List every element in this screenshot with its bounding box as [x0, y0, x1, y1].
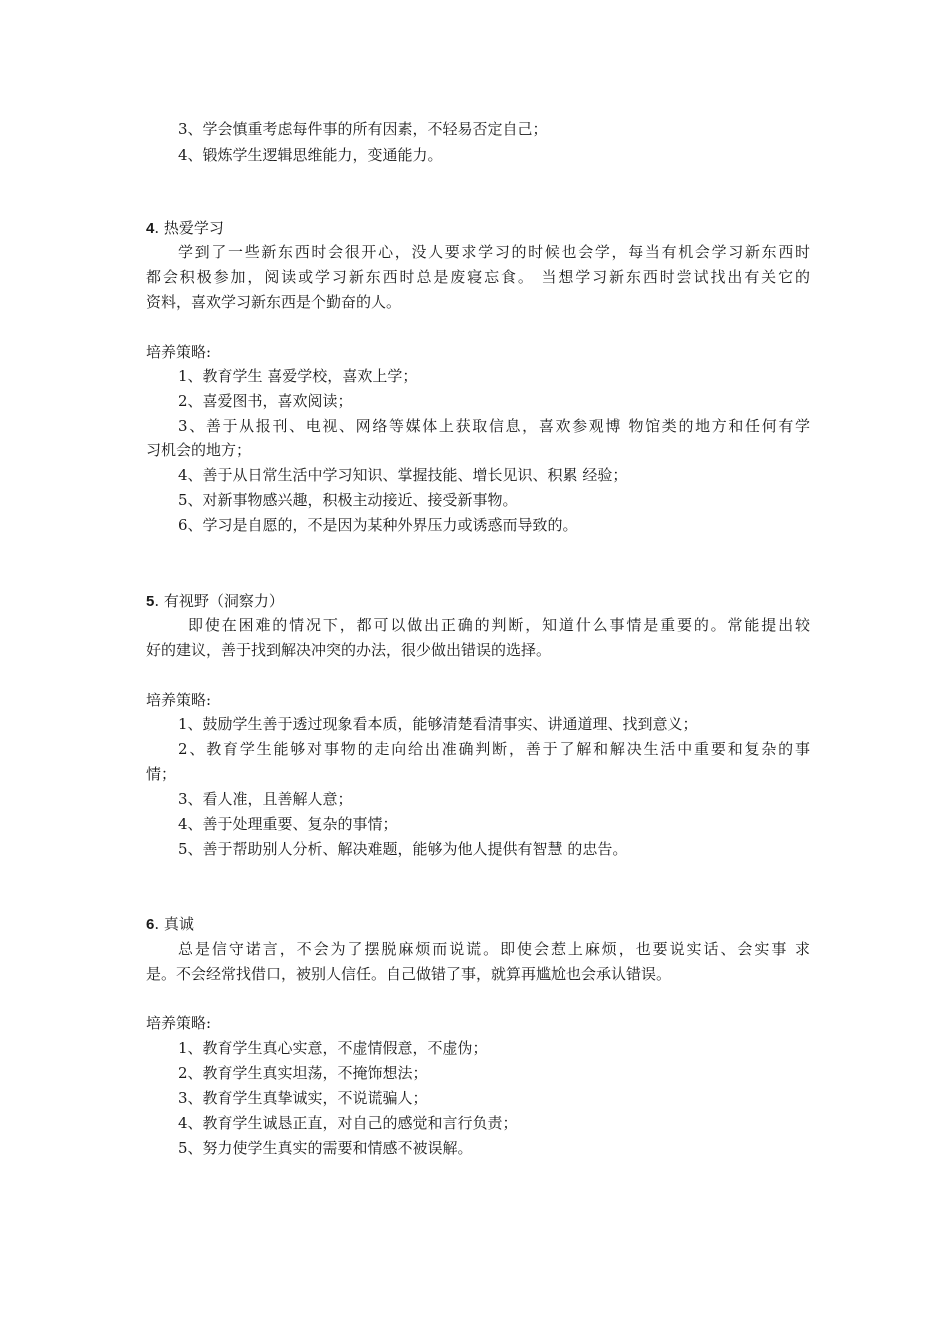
- section-description: 即使在困难的情况下，都可以做出正确的判断，知道什么事情是重要的。常能提出较: [188, 616, 810, 634]
- section-heading: [146, 216, 810, 241]
- list-item: 1、鼓励学生善于透过现象看本质，能够清楚看清事实、讲通道理、找到意义；: [178, 715, 698, 733]
- list-item: 4、善于从日常生活中学习知识、掌握技能、增长见识、积累 经验；: [178, 466, 628, 484]
- list-item: 4、善于处理重要、复杂的事情；: [178, 815, 398, 833]
- list-item: 3、教育学生真挚诚实，不说谎骗人；: [178, 1089, 428, 1107]
- section-description: 学到了一些新东西时会很开心，没人要求学习的时候也会学，每当有机会学习新东西时: [178, 243, 810, 261]
- section-title: . 热爱学习: [154, 219, 224, 237]
- list-item: 1、教育学生 喜爱学校，喜欢上学；: [178, 367, 418, 385]
- list-item: 习机会的地方；: [146, 441, 252, 459]
- list-item: 4、教育学生诚恳正直，对自己的感觉和言行负责；: [178, 1114, 518, 1132]
- section-description: 好的建议，善于找到解决冲突的办法，很少做出错误的选择。: [146, 641, 552, 659]
- list-item: 3、看人准，且善解人意；: [178, 790, 353, 808]
- section-description: 总是信守诺言，不会为了摆脱麻烦而说谎。即使会惹上麻烦，也要说实话、会实事 求: [178, 940, 810, 958]
- strategy-label: 培养策略:: [146, 1014, 212, 1032]
- list-item: 2、教育学生真实坦荡，不掩饰想法；: [178, 1064, 428, 1082]
- strategy-label: 培养策略:: [146, 691, 212, 709]
- list-item: 1、教育学生真心实意，不虚情假意，不虚伪；: [178, 1039, 488, 1057]
- list-item: 5、对新事物感兴趣，积极主动接近、接受新事物。: [178, 491, 518, 509]
- section-description: 是。不会经常找借口，被别人信任。自己做错了事，就算再尴尬也会承认错误。: [146, 965, 672, 983]
- list-item: 2、喜爱图书，喜欢阅读；: [178, 392, 353, 410]
- list-item: 5、努力使学生真实的需要和情感不被误解。: [178, 1139, 473, 1157]
- list-item: 5、善于帮助别人分析、解决难题，能够为他人提供有智慧 的忠告。: [178, 840, 628, 858]
- section-description: 都会积极参加，阅读或学习新东西时总是废寝忘食。 当想学习新东西时尝试找出有关它的: [146, 268, 810, 286]
- list-item: 3、善于从报刊、电视、网络等媒体上获取信息，喜欢参观博 物馆类的地方和任何有学: [178, 417, 810, 435]
- section-title: . 有视野（洞察力）: [154, 592, 284, 610]
- list-item: 2、教育学生能够对事物的走向给出准确判断，善于了解和解决生活中重要和复杂的事: [178, 740, 810, 758]
- section-number: 6: [146, 916, 155, 933]
- section-description: 资料，喜欢学习新东西是个勤奋的人。: [146, 293, 402, 311]
- list-item: 4、锻炼学生逻辑思维能力，变通能力。: [178, 146, 443, 164]
- list-item: 情；: [146, 765, 177, 783]
- section-heading: [146, 912, 810, 937]
- section-number: 5: [146, 593, 155, 610]
- section-number: 4: [146, 220, 155, 237]
- list-item: 3、学会慎重考虑每件事的所有因素，不轻易否定自己；: [178, 120, 548, 138]
- list-item: 6、学习是自愿的，不是因为某种外界压力或诱惑而导致的。: [178, 516, 578, 534]
- section-title: . 真诚: [154, 915, 194, 933]
- section-heading: [146, 589, 810, 614]
- strategy-label: 培养策略:: [146, 343, 212, 361]
